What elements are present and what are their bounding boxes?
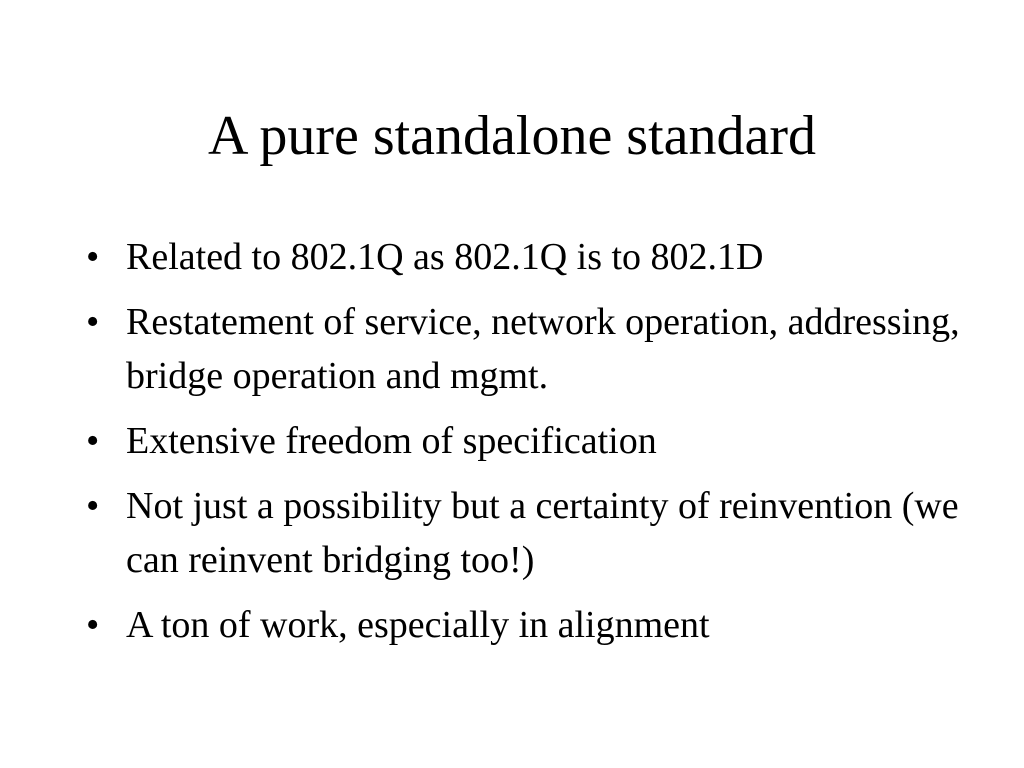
- bullet-list: [80, 230, 980, 663]
- bullet-text: Not just a possibility but a certainty of reinvention (we can reinvent bridging too!): [126, 485, 959, 581]
- bullet-marker: •: [86, 236, 100, 278]
- bullet-item: [80, 598, 980, 652]
- bullet-text: Extensive freedom of specification: [126, 420, 657, 462]
- bullet-item: [80, 295, 980, 403]
- bullet-marker: •: [86, 604, 100, 646]
- bullet-item: [80, 479, 980, 587]
- bullet-text: Restatement of service, network operation, addressing, bridge operation and mgmt.: [126, 301, 960, 397]
- bullet-item: [80, 230, 980, 284]
- bullet-marker: •: [86, 301, 100, 343]
- bullet-text: Related to 802.1Q as 802.1Q is to 802.1D: [126, 236, 764, 278]
- bullet-marker: •: [86, 485, 100, 527]
- slide-title: A pure standalone standard: [207, 105, 817, 167]
- bullet-item: [80, 414, 980, 468]
- bullet-text: A ton of work, especially in alignment: [126, 604, 710, 646]
- bullet-marker: •: [86, 420, 100, 462]
